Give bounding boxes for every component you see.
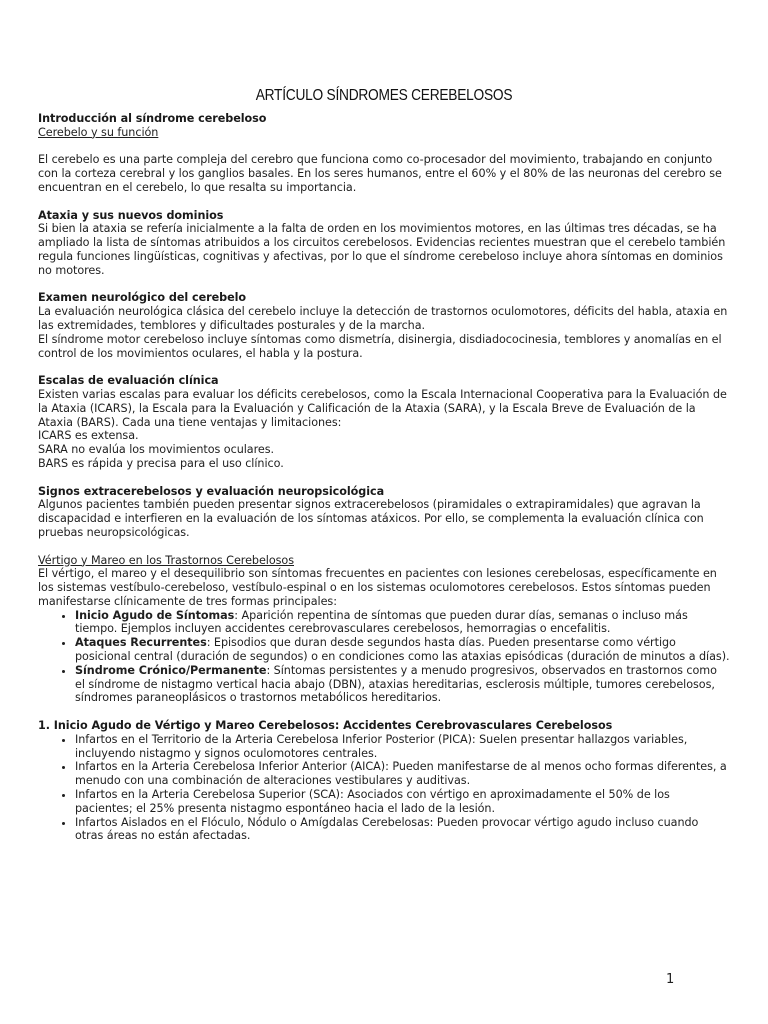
- ataxia-paragraph: Si bien la ataxia se refería inicialmente a la falta de orden en los movimientos motores, en las últimas tres décadas, se ha ampliado la lista de síntomas atribuidos a los circuitos cerebelosos. Evidencias recientes muestran que el cerebelo también regula funciones lingüísticas, cognitivas y afectivas, por lo que el síndrome cerebeloso incluye ahora síntomas en dominios no motores.: [38, 222, 726, 277]
- list-item: [75, 636, 730, 664]
- list-item: • Infartos en la Arteria Cerebelosa Inferior Anterior (AICA): Pueden manifestarse de al menos ocho formas diferentes, a menudo con una combinación de alteraciones vestibulares y auditivas.: [75, 760, 730, 788]
- list-item-text: : Episodios que duran desde segundos hasta días. Pueden presentarse como vértigo posicional central (duración de segundos) o en condiciones como las ataxias episódicas (duración de minutos a días).: [75, 636, 730, 664]
- inicio-heading: 1. Inicio Agudo de Vértigo y Mareo Cerebelosos: Accidentes Cerebrovasculares Cerebelosos: [38, 719, 613, 733]
- list-item-term: Síndrome Crónico/Permanente: [75, 663, 267, 677]
- list-item-term: Inicio Agudo de Síntomas: [75, 608, 235, 622]
- escalas-line-sara: SARA no evalúa los movimientos oculares.: [38, 443, 275, 457]
- page-number: 1: [666, 972, 675, 987]
- escalas-paragraph: Existen varias escalas para evaluar los déficits cerebelosos, como la Escala Internacional Cooperativa para la Evaluación de la Ataxia (ICARS), la Escala para la Evaluación y Calificación de la Ataxia (SARA), y la Escala Breve de Evaluación de la Ataxia (BARS). Cada una tiene ventajas y limitaciones:: [38, 387, 727, 429]
- list-item: [75, 664, 730, 705]
- intro-heading: Introducción al síndrome cerebeloso: [38, 112, 267, 125]
- examen-paragraph-1: La evaluación neurológica clásica del cerebelo incluye la detección de trastornos oculomotores, déficits del habla, ataxia en las extremidades, temblores y dificultades posturales y de la marcha.: [38, 305, 728, 332]
- examen-heading: Examen neurológico del cerebelo: [38, 291, 247, 305]
- escalas-line-bars: BARS es rápida y precisa para el uso clínico.: [38, 456, 284, 470]
- vertigo-list: [38, 609, 730, 706]
- document-body: [38, 86, 730, 843]
- vertigo-heading: Vértigo y Mareo en los Trastornos Cerebelosos: [38, 553, 294, 567]
- list-item: [75, 609, 730, 637]
- signos-heading: Signos extracerebelosos y evaluación neuropsicológica: [38, 484, 385, 498]
- list-item-text: : Aparición repentina de síntomas que pueden durar días, semanas o incluso más tiempo. Ejemplos incluyen accidentes cerebrovasculares cerebelosos, hemorragias o encefalitis.: [75, 608, 688, 636]
- page-title: ARTÍCULO SÍNDROMES CEREBELOSOS: [255, 87, 513, 104]
- escalas-line-icars: ICARS es extensa.: [38, 429, 139, 443]
- ataxia-heading: Ataxia y sus nuevos dominios: [38, 208, 224, 222]
- intro-paragraph: El cerebelo es una parte compleja del cerebro que funciona como co-procesador del movimiento, trabajando en conjunto con la corteza cerebral y los ganglios basales. En los seres humanos, entre el 60% y el 80% de las neuronas del cerebro se encuentran en el cerebelo, lo que resalta su importancia.: [38, 153, 722, 194]
- list-item-text: : Síntomas persistentes y a menudo progresivos, observados en trastornos como el síndrome de nistagmo vertical hacia abajo (DBN), ataxias hereditarias, esclerosis múltiple, tumores cerebelosos, síndromes paraneoplásicos o trastornos metabólicos hereditarios.: [75, 663, 717, 705]
- list-item: • Infartos en el Territorio de la Arteria Cerebelosa Inferior Posterior (PICA): Suelen presentar hallazgos variables, incluyendo nistagmo y signos oculomotores centrales.: [75, 733, 730, 761]
- list-item: • Infartos Aislados en el Flóculo, Nódulo o Amígdalas Cerebelosas: Pueden provocar vértigo agudo incluso cuando otras áreas no están afectadas.: [75, 816, 730, 844]
- vertigo-paragraph: El vértigo, el mareo y el desequilibrio son síntomas frecuentes en pacientes con lesiones cerebelosas, específicamente en los sistemas vestíbulo-cerebeloso, vestíbulo-espinal o en los sistemas oculomotores cerebelosos. Estos síntomas pueden manifestarse clínicamente de tres formas principales:: [38, 567, 717, 608]
- list-item-term: Ataques Recurrentes: [75, 636, 207, 650]
- list-item: • Infartos en la Arteria Cerebelosa Superior (SCA): Asociados con vértigo en aproximadamente el 50% de los pacientes; el 25% presenta nistagmo espontáneo hacia el lado de la lesión.: [75, 788, 730, 816]
- examen-paragraph-2: El síndrome motor cerebeloso incluye síntomas como dismetría, disinergia, disdiadococinesia, temblores y anomalías en el control de los movimientos oculares, el habla y la postura.: [38, 332, 722, 360]
- escalas-heading: Escalas de evaluación clínica: [38, 374, 219, 388]
- intro-subheading: Cerebelo y su función: [38, 125, 159, 139]
- inicio-list: [38, 733, 730, 843]
- signos-paragraph: Algunos pacientes también pueden presentar signos extracerebelosos (piramidales o extrapiramidales) que agravan la discapacidad e interfieren en la evaluación de los síntomas atáxicos. Por ello, se complementa la evaluación clínica con pruebas neuropsicológicas.: [38, 498, 704, 539]
